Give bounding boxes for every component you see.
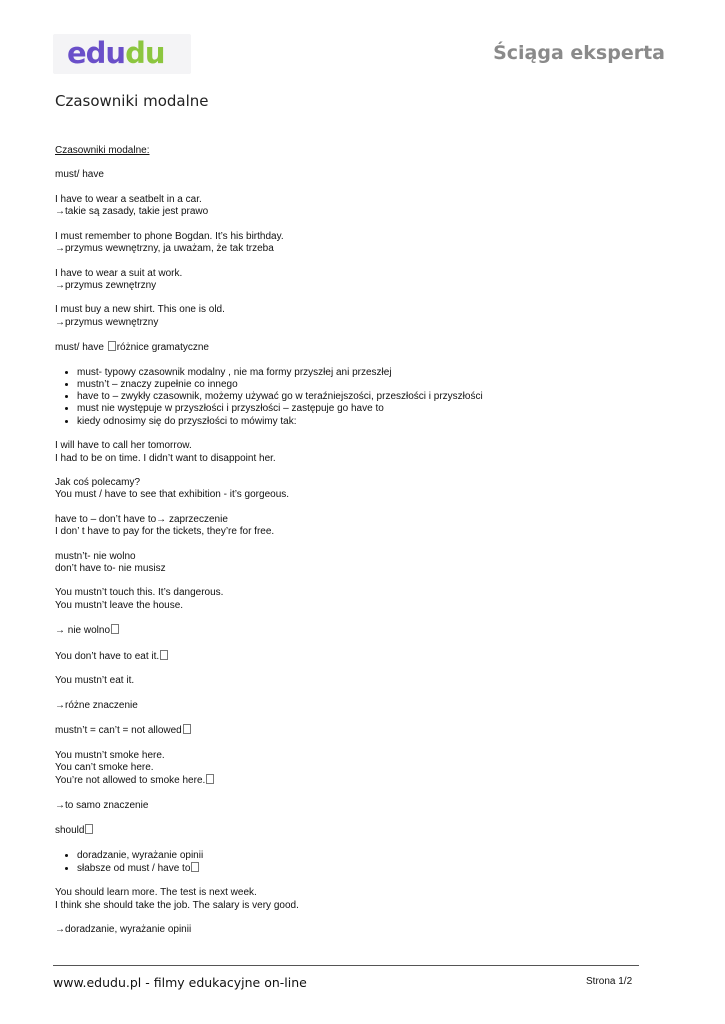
example-block: I must remember to phone Bogdan. It’s his birthday. →przymus wewnętrzny, ja uważam, że tak trzeba <box>55 230 284 255</box>
missing-glyph-icon <box>111 624 119 634</box>
logo-text-edu: edu <box>67 36 126 70</box>
list-item: • must- typowy czasownik modalny , nie ma formy przyszłej ani przeszłej <box>77 367 655 379</box>
list-item: • mustn’t – znaczy zupełnie co innego <box>77 379 655 391</box>
bullet-list <box>55 367 655 428</box>
bullet-list <box>55 850 655 876</box>
example-block: I have to wear a suit at work. →przymus zewnętrzny <box>55 267 183 291</box>
footer-site-link[interactable]: www.edudu.pl - filmy edukacyjne on-line <box>53 975 307 990</box>
example-block: I must buy a new shirt. This one is old. →przymus wewnętrzny <box>55 304 225 328</box>
paragraph: should <box>55 824 655 837</box>
paragraph: mustn’t = can’t = not allowed <box>55 724 655 737</box>
example-block: You should learn more. The test is next week. I think she should take the job. The salary is very good. <box>55 887 299 911</box>
list-item: • doradzanie, wyrażanie opinii <box>77 850 655 862</box>
paragraph: →to samo znaczenie <box>55 799 149 811</box>
paragraph: → nie wolno <box>55 624 655 637</box>
logo-text <box>67 34 164 72</box>
edudu-logo[interactable] <box>53 34 191 74</box>
logo-text-du: du <box>125 36 165 70</box>
example-block: You mustn’t smoke here. You can’t smoke here. You’re not allowed to smoke here. <box>55 750 655 788</box>
paragraph: must/ have różnice gramatyczne <box>55 342 209 354</box>
page-number: Strona 1/2 <box>586 976 633 987</box>
header-tagline: Ściąga eksperta <box>493 42 665 64</box>
section-heading: Czasowniki modalne: <box>55 145 150 156</box>
list-item: • słabsze od must / have to <box>77 862 655 875</box>
example-block: I have to wear a seatbelt in a car. →takie są zasady, takie jest prawo <box>55 193 209 218</box>
example-block: have to – don’t have to→ zaprzeczenie I don’ t have to pay for the tickets, they’re for free. <box>55 513 275 538</box>
paragraph: must/ have <box>55 169 104 181</box>
paragraph: →różne znaczenie <box>55 699 138 711</box>
example-block: I will have to call her tomorrow. I had to be on time. I didn’t want to disappoint her. <box>55 440 276 464</box>
missing-glyph-icon <box>108 341 116 351</box>
document-body <box>55 145 655 949</box>
example-block: Jak coś polecamy? You must / have to see that exhibition - it’s gorgeous. <box>55 477 290 501</box>
paragraph: You don’t have to eat it. <box>55 650 655 663</box>
missing-glyph-icon <box>183 724 191 734</box>
list-item: • kiedy odnosimy się do przyszłości to mówimy tak: <box>77 416 655 428</box>
missing-glyph-icon <box>85 824 93 834</box>
paragraph: You mustn’t eat it. <box>55 675 135 687</box>
missing-glyph-icon <box>191 862 199 872</box>
example-block: mustn’t- nie wolno don’t have to- nie musisz <box>55 550 166 574</box>
example-block: You mustn’t touch this. It’s dangerous. You mustn’t leave the house. <box>55 587 224 611</box>
missing-glyph-icon <box>160 650 168 660</box>
paragraph: →doradzanie, wyrażanie opinii <box>55 924 192 936</box>
list-item: • have to – zwykły czasownik, możemy używać go w teraźniejszości, przeszłości i przyszłości <box>77 391 655 403</box>
missing-glyph-icon <box>206 774 214 784</box>
footer-divider <box>53 965 639 966</box>
list-item: • must nie występuje w przyszłości i przyszłości – zastępuje go have to <box>77 403 655 415</box>
page-title: Czasowniki modalne <box>55 92 209 110</box>
